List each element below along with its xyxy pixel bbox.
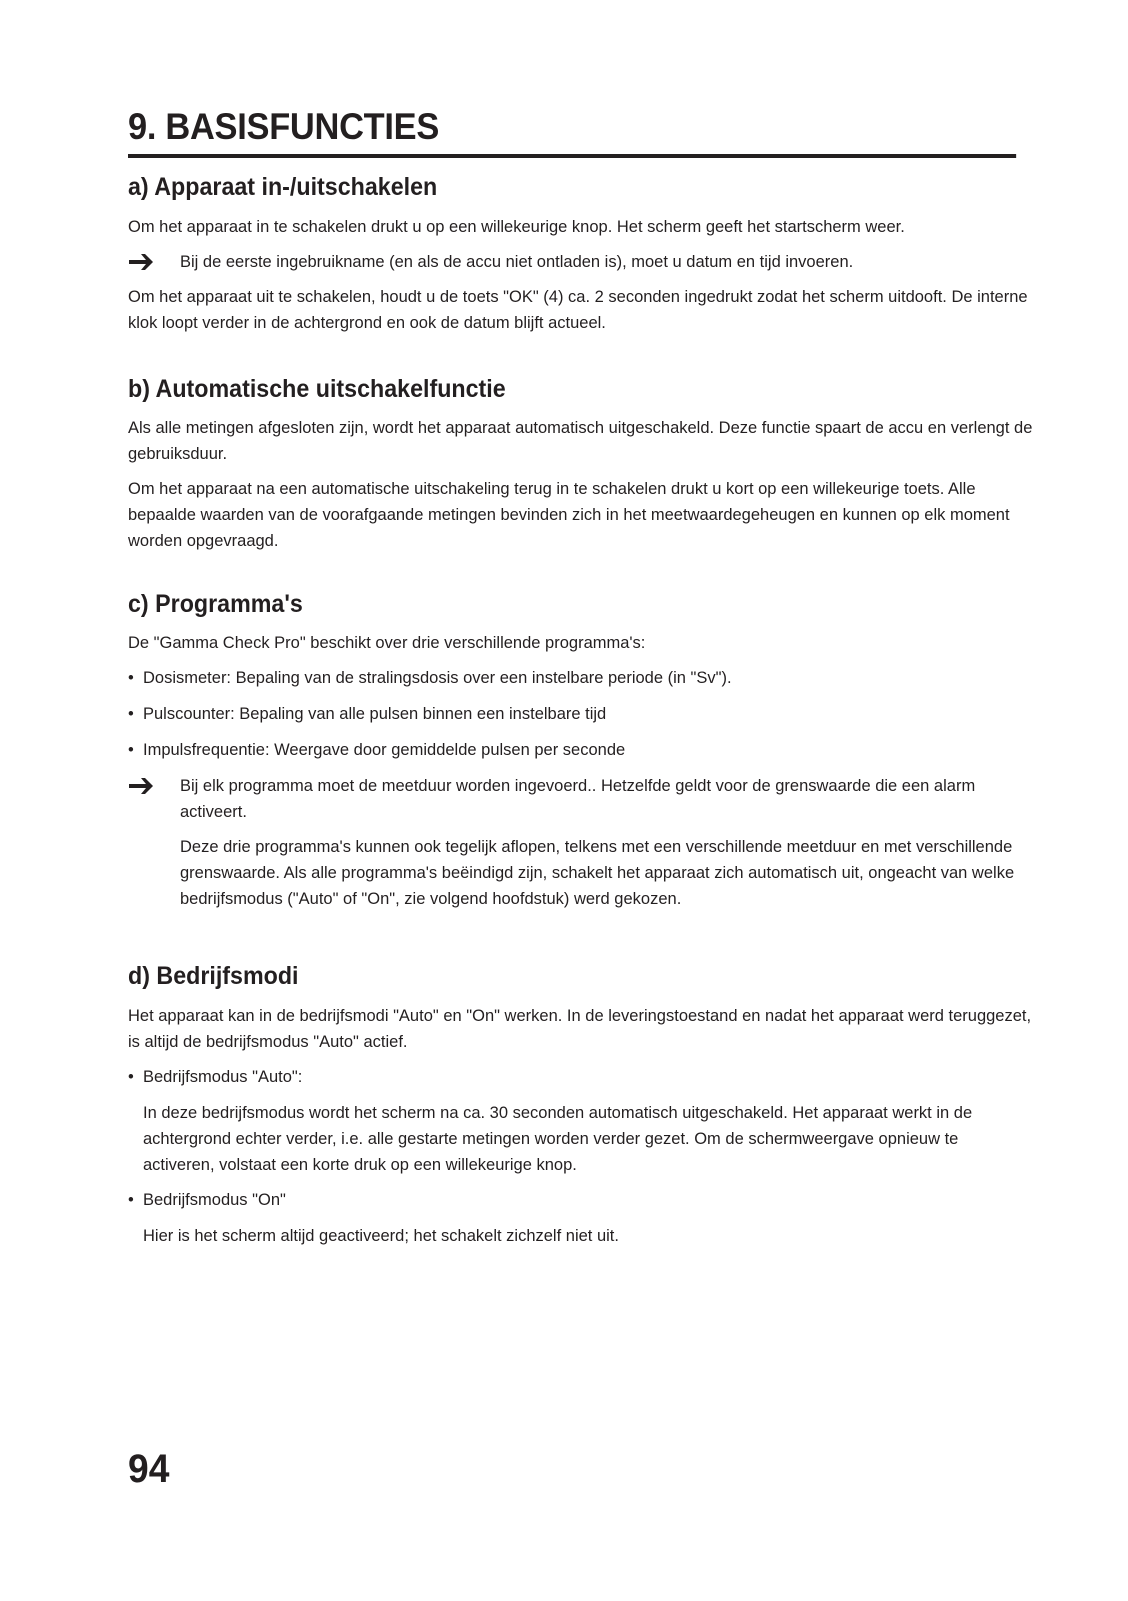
section-a-paragraph-2: Om het apparaat uit te schakelen, houdt u de toets "OK" (4) ca. 2 seconden ingedrukt zodat het scherm uitdooft. De interne klok loopt verder in de achtergrond en ook de datum blijft actueel. (128, 288, 1028, 332)
bullet-icon: • (128, 669, 134, 687)
mode-on-description: Hier is het scherm altijd geactiveerd; het schakelt zichzelf niet uit. (143, 1227, 619, 1245)
page-number: 94 (128, 1447, 170, 1491)
arrow-right-icon (128, 249, 180, 275)
chapter-title: 9. BASISFUNCTIES (128, 104, 1016, 158)
bullet-icon: • (128, 705, 134, 723)
bullet-icon: • (128, 1068, 134, 1086)
section-c-heading: c) Programma's (128, 590, 303, 618)
list-item (128, 1064, 1034, 1090)
list-item-text: Bedrijfsmodus "Auto": (143, 1068, 303, 1086)
section-c-paragraph-1: De "Gamma Check Pro" beschikt over drie verschillende programma's: (128, 634, 646, 652)
section-a-note-text: Bij de eerste ingebruikname (en als de accu niet ontladen is), moet u datum en tijd invoeren. (180, 253, 854, 271)
bullet-icon: • (128, 741, 134, 759)
modes-list-2 (128, 1187, 1034, 1213)
list-item-text: Impulsfrequentie: Weergave door gemiddelde pulsen per seconde (143, 741, 626, 759)
section-d (128, 961, 1034, 1258)
section-c-note (128, 773, 1034, 912)
section-a-paragraph-1: Om het apparaat in te schakelen drukt u op een willekeurige knop. Het scherm geeft het startscherm weer. (128, 218, 905, 236)
section-c-note-text-2: Deze drie programma's kunnen ook tegelijk aflopen, telkens met een verschillende meetduur en met verschillende grenswaarde. Als alle programma's beëindigd zijn, schakelt het apparaat zich automatisch uit, ongeacht van welke bedrijfsmodus ("Auto" of "On", zie volgend hoofdstuk) werd gekozen. (180, 838, 1015, 908)
arrow-right-icon (128, 773, 180, 799)
section-d-heading: d) Bedrijfsmodi (128, 962, 299, 990)
section-b-heading: b) Automatische uitschakelfunctie (128, 375, 506, 403)
list-item-text: Dosismeter: Bepaling van de stralingsdosis over een instelbare periode (in "Sv"). (143, 669, 732, 687)
programs-list (128, 665, 1034, 763)
section-c-note-text-1: Bij elk programma moet de meetduur worden ingevoerd.. Hetzelfde geldt voor de grenswaarde die een alarm activeert. (180, 777, 976, 821)
section-a-note (128, 249, 1034, 275)
section-b (128, 374, 1034, 563)
section-b-paragraph-2: Om het apparaat na een automatische uitschakeling terug in te schakelen drukt u kort op een willekeurige toets. Alle bepaalde waarden van de voorafgaande metingen bevinden zich in het meetwaardegeheugen en kunnen op elk moment worden opgevraagd. (128, 480, 1010, 550)
list-item (128, 1187, 1034, 1213)
bullet-icon: • (128, 1191, 134, 1209)
section-a-heading: a) Apparaat in-/uitschakelen (128, 173, 438, 201)
list-item (128, 665, 1034, 691)
list-item-text: Pulscounter: Bepaling van alle pulsen binnen een instelbare tijd (143, 705, 607, 723)
list-item (128, 737, 1034, 763)
section-a (128, 172, 1034, 345)
section-c (128, 589, 1034, 921)
mode-auto-description: In deze bedrijfsmodus wordt het scherm na ca. 30 seconden automatisch uitgeschakeld. Het apparaat werkt in de achtergrond echter verder, i.e. alle gestarte metingen worden verder gezet. Om de schermweergave opnieuw te activeren, volstaat een korte druk op een willekeurige knop. (143, 1104, 973, 1174)
section-d-paragraph-1: Het apparaat kan in de bedrijfsmodi "Auto" en "On" werken. In de leveringstoestand en nadat het apparaat werd teruggezet, is altijd de bedrijfsmodus "Auto" actief. (128, 1007, 1032, 1051)
list-item-text: Bedrijfsmodus "On" (143, 1191, 286, 1209)
section-b-paragraph-1: Als alle metingen afgesloten zijn, wordt het apparaat automatisch uitgeschakeld. Deze functie spaart de accu en verlengt de gebruiksduur. (128, 419, 1033, 463)
list-item (128, 701, 1034, 727)
modes-list (128, 1064, 1034, 1090)
